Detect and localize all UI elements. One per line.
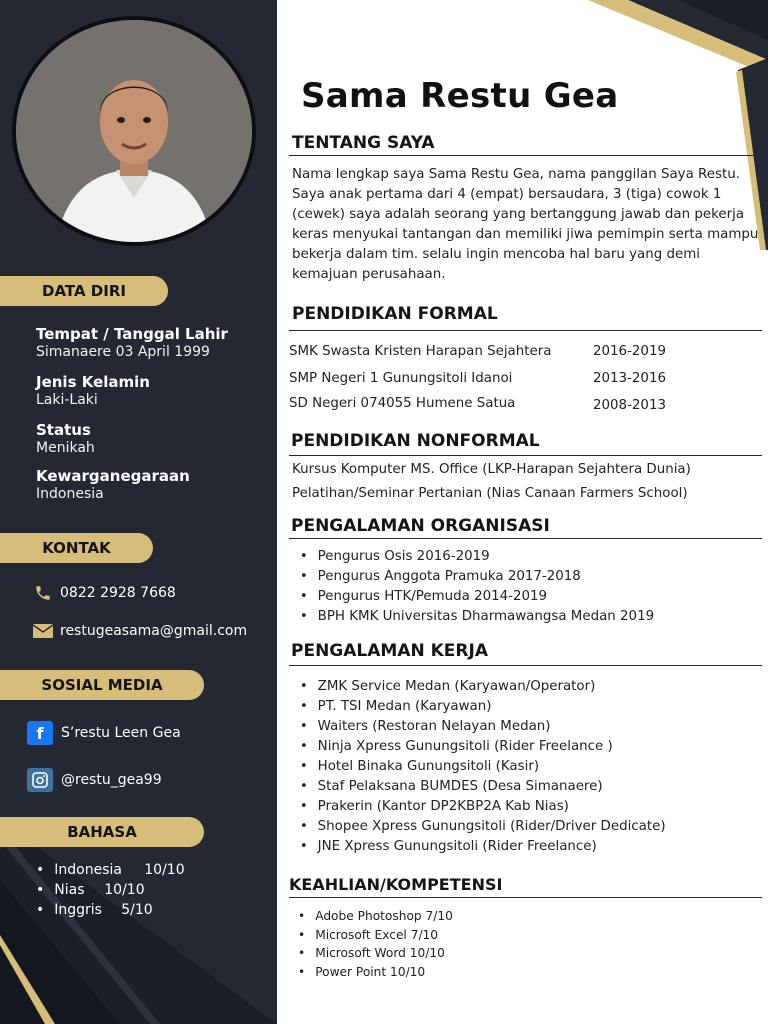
section-pill-social: SOSIAL MEDIA (0, 670, 204, 700)
list-item (36, 880, 185, 900)
list-item: • Pengurus HTK/Pemuda 2014-2019 (300, 586, 654, 606)
divider (289, 665, 762, 666)
language-score: 10/10 (104, 882, 145, 898)
facebook-icon: f (27, 721, 53, 745)
data-item-status (36, 421, 95, 456)
language-name: • Nias (54, 882, 85, 898)
person-photo-icon (16, 20, 252, 242)
section-title-organisasi: PENGALAMAN ORGANISASI (291, 516, 550, 536)
data-label: Kewarganegaraan (36, 467, 190, 485)
instagram-handle[interactable]: @restu_gea99 (61, 772, 162, 788)
section-title-nonformal: PENDIDIKAN NONFORMAL (291, 431, 540, 451)
list-item: • PT. TSI Medan (Karyawan) (300, 696, 666, 716)
data-value: Simanaere 03 April 1999 (36, 344, 210, 360)
list-item (36, 860, 185, 880)
list-item: • BPH KMK Universitas Dharmawangsa Medan 2019 (300, 606, 654, 626)
divider (289, 155, 762, 156)
instagram-icon (27, 768, 53, 792)
language-score: 10/10 (144, 862, 185, 878)
list-item: • Pengurus Anggota Pramuka 2017-2018 (300, 566, 654, 586)
organisasi-list (300, 546, 654, 626)
contact-email (32, 622, 247, 640)
list-item: • Waiters (Restoran Nelayan Medan) (300, 716, 666, 736)
language-list (36, 860, 185, 920)
data-label: Status (36, 421, 91, 439)
about-text: Nama lengkap saya Sama Restu Gea, nama panggilan Saya Restu. Saya anak pertama dari 4 (empat) bersaudara, 3 (tiga) cowok 1 (cewek) saya adalah seorang yang bertanggung jawab dan pekerja keras menyukai tantangan dan memiliki jiwa pemimpin serta mampu bekerja dalam tim. selalu ingin mencoba hal baru yang demi kemajuan perusahaan. (292, 167, 759, 282)
kerja-list (300, 676, 666, 856)
divider (289, 897, 762, 898)
edu-school: SMK Swasta Kristen Harapan Sejahtera (289, 344, 552, 359)
list-item: • JNE Xpress Gunungsitoli (Rider Freelance) (300, 836, 666, 856)
language-name: • Inggris (54, 902, 102, 918)
list-item: • Shopee Xpress Gunungsitoli (Rider/Driver Dedicate) (300, 816, 666, 836)
list-item: • Hotel Binaka Gunungsitoli (Kasir) (300, 756, 666, 776)
profile-photo (12, 16, 256, 246)
divider (289, 455, 762, 456)
edu-school: SD Negeri 074055 Humene Satua (289, 396, 516, 411)
list-item: • Pengurus Osis 2016-2019 (300, 546, 654, 566)
social-facebook (27, 721, 181, 745)
list-item: • Prakerin (Kantor DP2KBP2A Kab Nias) (300, 796, 666, 816)
data-value: Menikah (36, 440, 95, 456)
section-title-kerja: PENGALAMAN KERJA (291, 641, 488, 661)
data-item-nationality (36, 467, 190, 502)
edu-years: 2013-2016 (593, 371, 666, 386)
data-label: Tempat / Tanggal Lahir (36, 325, 228, 343)
language-name: • Indonesia (54, 862, 122, 878)
list-item: • Staf Pelaksana BUMDES (Desa Simanaere) (300, 776, 666, 796)
list-item: • Ninja Xpress Gunungsitoli (Rider Freelance ) (300, 736, 666, 756)
section-title-formal: PENDIDIKAN FORMAL (292, 304, 498, 324)
list-item: • Power Point 10/10 (298, 963, 453, 982)
data-value: Laki-Laki (36, 392, 98, 408)
nonformal-item: Pelatihan/Seminar Pertanian (Nias Canaan Farmers School) (292, 486, 688, 501)
section-pill-bahasa: BAHASA (0, 817, 204, 847)
social-instagram (27, 768, 162, 792)
phone-icon (32, 584, 54, 602)
section-pill-data-diri: DATA DIRI (0, 276, 168, 306)
keahlian-list (298, 907, 453, 981)
email-address[interactable]: restugeasama@gmail.com (60, 623, 248, 639)
full-name: Sama Restu Gea (301, 76, 619, 116)
section-pill-kontak: KONTAK (0, 533, 153, 563)
divider (289, 330, 762, 331)
edu-years: 2016-2019 (593, 344, 666, 359)
sidebar (0, 0, 277, 1024)
list-item (36, 900, 185, 920)
contact-phone (32, 584, 176, 602)
list-item: • Adobe Photoshop 7/10 (298, 907, 453, 926)
edu-years: 2008-2013 (593, 398, 666, 413)
edu-school: SMP Negeri 1 Gunungsitoli Idanoi (289, 371, 513, 386)
section-title-about: TENTANG SAYA (292, 133, 435, 153)
list-item: • Microsoft Word 10/10 (298, 944, 453, 963)
nonformal-item: Kursus Komputer MS. Office (LKP-Harapan Sejahtera Dunia) (292, 462, 691, 477)
phone-number[interactable]: 0822 2928 7668 (60, 585, 176, 601)
section-title-keahlian: KEAHLIAN/KOMPETENSI (289, 875, 503, 894)
data-label: Jenis Kelamin (36, 373, 150, 391)
list-item: • Microsoft Excel 7/10 (298, 926, 453, 945)
data-value: Indonesia (36, 486, 104, 502)
divider (289, 538, 762, 539)
mail-icon (32, 622, 54, 640)
data-item-ttl (36, 325, 228, 360)
data-item-gender (36, 373, 150, 408)
language-score: 5/10 (121, 902, 153, 918)
facebook-handle[interactable]: S’restu Leen Gea (61, 725, 181, 741)
list-item: • ZMK Service Medan (Karyawan/Operator) (300, 676, 666, 696)
